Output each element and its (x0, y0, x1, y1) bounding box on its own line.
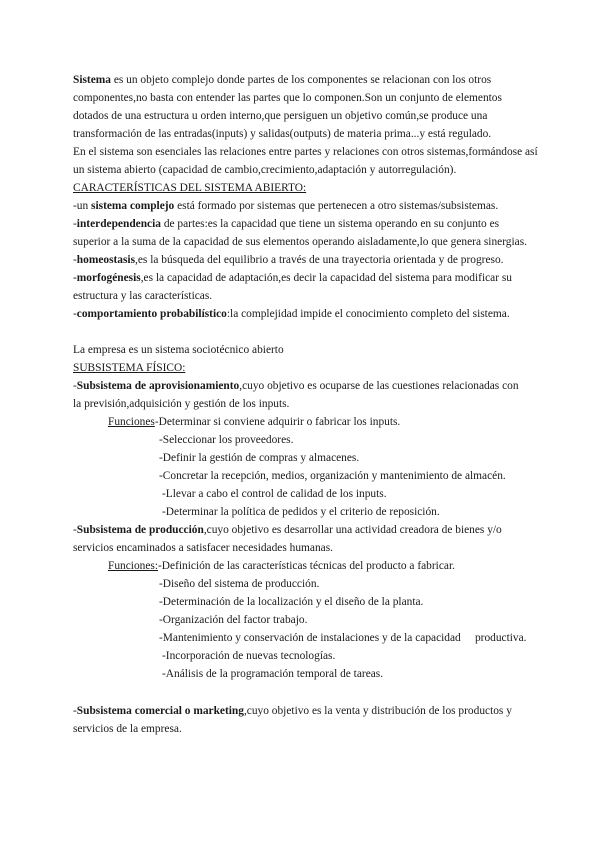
caracteristica-1: -un sistema complejo está formado por sistemas que pertenecen a otro sistemas/subsistemas. (73, 200, 499, 212)
produccion-funcion-3: -Determinación de la localización y el diseño de la planta. (159, 596, 424, 608)
sistema-line-2: componentes,no basta con entender las partes que lo componen.Son un conjunto de elementos (73, 92, 502, 104)
subsistema-aprovisionamiento-cont: la previsión,adquisición y gestión de los inputs. (73, 398, 290, 410)
caracteristica-2-cont: superior a la suma de la capacidad de sus elementos operando aisladamente,lo que genera sinergias. (73, 236, 527, 248)
caracteristica-4: -morfogénesis,es la capacidad de adaptación,es decir la capacidad del sistema para modificar su (73, 272, 512, 284)
produccion-funcion-2: -Diseño del sistema de producción. (159, 578, 320, 590)
sistema-line-5: En el sistema son esenciales las relaciones entre partes y relaciones con otros sistemas,formándose así (73, 146, 538, 158)
produccion-funcion-6: -Incorporación de nuevas tecnologías. (162, 650, 336, 662)
produccion-funcion-1: Funciones:-Definición de las características técnicas del producto a fabricar. (108, 560, 455, 572)
sistema-line-4: transformación de las entradas(inputs) y salidas(outputs) de materia prima...y está regulado. (73, 128, 492, 140)
aprovisionamiento-funcion-2: -Seleccionar los proveedores. (159, 434, 294, 446)
caracteristica-2: -interdependencia de partes:es la capacidad que tiene un sistema operando en su conjunto es (73, 218, 500, 230)
heading-caracteristicas: CARACTERÍSTICAS DEL SISTEMA ABIERTO: (73, 182, 307, 194)
funciones-label: Funciones (108, 416, 155, 428)
subsistema-comercial: -Subsistema comercial o marketing,cuyo objetivo es la venta y distribución de los productos y (73, 705, 512, 717)
term-sistema: Sistema (73, 74, 111, 86)
subsistema-aprovisionamiento: -Subsistema de aprovisionamiento,cuyo objetivo es ocuparse de las cuestiones relacionadas con (73, 380, 519, 392)
subsistema-produccion: -Subsistema de producción,cuyo objetivo es desarrollar una actividad creadora de bienes y/o (73, 524, 502, 536)
empresa-intro: La empresa es un sistema sociotécnico abierto (73, 344, 284, 356)
aprovisionamiento-funcion-6: -Determinar la política de pedidos y el criterio de reposición. (162, 506, 440, 518)
aprovisionamiento-funcion-4: -Concretar la recepción, medios, organización y mantenimiento de almacén. (159, 470, 506, 482)
sistema-line-6: un sistema abierto (capacidad de cambio,crecimiento,adaptación y autorregulación). (73, 164, 457, 176)
funciones-label-2: Funciones: (108, 560, 158, 572)
produccion-funcion-4: -Organización del factor trabajo. (159, 614, 308, 626)
produccion-funcion-7: -Análisis de la programación temporal de tareas. (162, 668, 384, 680)
sistema-line-1: Sistema es un objeto complejo donde partes de los componentes se relacionan con los otros (73, 74, 492, 86)
aprovisionamiento-funcion-1: Funciones-Determinar si conviene adquirir o fabricar los inputs. (108, 416, 401, 428)
subsistema-comercial-cont: servicios de la empresa. (73, 723, 182, 735)
caracteristica-4-cont: estructura y las características. (73, 290, 213, 302)
aprovisionamiento-funcion-5: -Llevar a cabo el control de calidad de los inputs. (162, 488, 387, 500)
subsistema-produccion-cont: servicios encaminados a satisfacer necesidades humanas. (73, 542, 333, 554)
aprovisionamiento-funcion-3: -Definir la gestión de compras y almacenes. (159, 452, 360, 464)
heading-subsistema-fisico: SUBSISTEMA FÍSICO: (73, 362, 186, 374)
sistema-line-3: dotados de una estructura u orden interno,que persiguen un objetivo común,se produce una (73, 110, 488, 122)
caracteristica-3: -homeostasis,es la búsqueda del equilibrio a través de una trayectoria orientada y de progreso. (73, 254, 504, 266)
caracteristica-5: -comportamiento probabilístico:la complejidad impide el conocimiento completo del sistema. (73, 308, 510, 320)
produccion-funcion-5: -Mantenimiento y conservación de instalaciones y de la capacidad productiva. (159, 632, 527, 644)
